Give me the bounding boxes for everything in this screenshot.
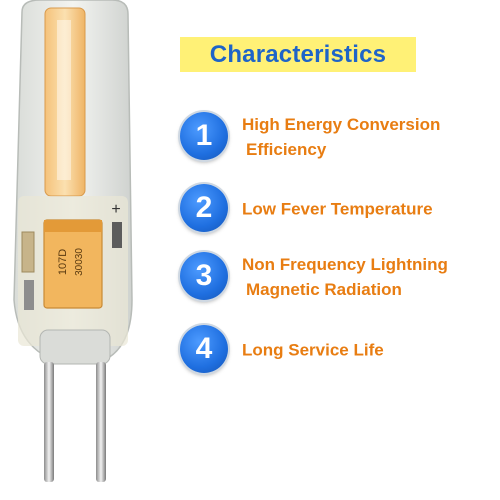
- resistor-component: [112, 222, 122, 248]
- polarity-marking: +: [111, 201, 121, 218]
- feature-number-badge: [180, 112, 228, 160]
- page-title: Characteristics: [209, 40, 387, 68]
- pin-left: [44, 362, 54, 482]
- feature-item: [180, 184, 490, 234]
- feature-label-line1: Low Fever Temperature: [242, 199, 433, 219]
- feature-number: 4: [195, 332, 213, 365]
- diode-component: [22, 232, 34, 272]
- feature-number: 2: [195, 191, 213, 224]
- feature-label: [242, 252, 448, 302]
- feature-number-badge: [180, 325, 228, 373]
- feature-label-line1: Long Service Life: [242, 340, 384, 360]
- feature-label-line2: Magnetic Radiation: [246, 280, 402, 299]
- feature-number: 3: [195, 259, 213, 292]
- pin-right: [96, 362, 106, 482]
- capacitor-chip: [44, 220, 102, 308]
- feature-label: [242, 112, 440, 162]
- chip-marking-2: 30030: [74, 248, 85, 276]
- feature-label: [242, 197, 433, 222]
- g4-led-bulb-illustration: [0, 0, 170, 500]
- feature-number: 1: [195, 119, 213, 152]
- feature-item: [180, 325, 490, 375]
- title-banner: [180, 37, 416, 72]
- feature-label-line1: Non Frequency Lightning: [242, 255, 448, 274]
- feature-label-line2: Efficiency: [246, 140, 327, 159]
- feature-number-badge: [180, 184, 228, 232]
- feature-number-badge: [180, 252, 228, 300]
- feature-label-line1: High Energy Conversion: [242, 115, 441, 134]
- chip-marking-1: 107D: [57, 248, 69, 276]
- feature-item: [180, 252, 490, 302]
- feature-item: [180, 112, 490, 162]
- feature-label: [242, 338, 384, 363]
